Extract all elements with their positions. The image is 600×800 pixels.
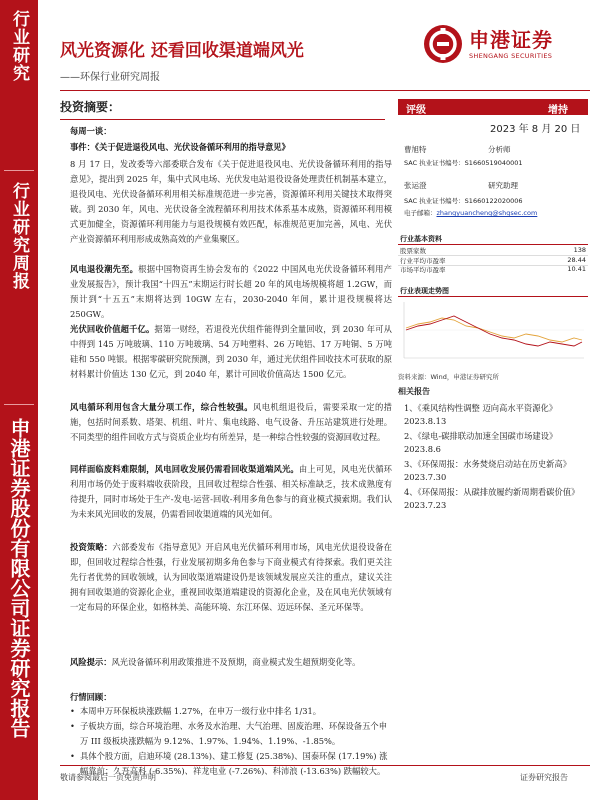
basics-title: 行业基本资料 xyxy=(400,235,442,243)
sidebar-bottom-text: 申港证券股份有限公司证券研究报告 xyxy=(7,418,31,738)
paragraph-6-body: 六部委发布《指导意见》开启风电光伏循环利用市场，风电光伏退役设备在即，但回收过程综合性强，行业发展初期多角色参与下商业模式有待探索。我们更关注先行者优势的回收领域，认为回收渠道端建设仍是该领域发展应关注的重点，建议关注拥有回收渠道的资源化企业，重视回收渠道端建设的资源化企业，及在风电光伏领域有一定布局的环保企业，如格林美、高能环境、东江环保、迈远环保、圣元环保等。 xyxy=(70,542,392,612)
review-item: • 本周申万环保板块涨跌幅 1.27%，在申万一级行业中排名 1/31。 xyxy=(70,704,392,719)
analyst1-name: 曹旭特 xyxy=(404,145,427,154)
paragraph-3-lead: 光伏回收价值超千亿。 xyxy=(70,324,155,334)
review-list xyxy=(70,704,392,779)
related-report-link[interactable]: 2、《绿电-碳排联动加速全国碳市场建设》2023.8.6 xyxy=(404,431,558,454)
event-label: 事件： xyxy=(70,142,95,152)
analyst2-email-link[interactable]: zhangyuancheng@shgsec.com xyxy=(436,209,538,217)
sidebar-middle-text: 行业研究周报 xyxy=(9,182,29,290)
analyst2-name: 张运澄 xyxy=(404,181,427,190)
analyst1-cert: SAC 执业证书编号：S1660519040001 xyxy=(404,159,523,167)
chart-source: 资料来源：Wind，申港证券研究所 xyxy=(398,373,499,381)
stat-label: 市场平均市盈率 xyxy=(400,266,446,274)
related-report-link[interactable]: 3、《环保周报：水务焚烧启动站在历史新高》2023.7.30 xyxy=(404,459,572,482)
stat-value: 10.41 xyxy=(567,265,586,273)
paragraph-5-body: 由上可见，风电光伏循环利用市场仍处于废料端收获阶段，且回收过程综合性强、相关标准缺乏，技术成熟度有待提升，同时市场处于生产-发电-运营-回收-利用多角色参与的商业模式摸索期。我们认为未来风光回收的发展，仍需看回收渠道端的风光如何。 xyxy=(70,464,392,519)
paragraph-7 xyxy=(70,655,392,670)
stat-label: 行业平均市盈率 xyxy=(400,257,446,265)
rating-bar xyxy=(398,99,588,115)
sidebar-divider xyxy=(4,170,34,171)
header-divider xyxy=(60,90,590,91)
paragraph-5-lead: 同样面临废料难限制，风电回收发展仍需看回收渠道端风光。 xyxy=(70,464,299,474)
weekly-label: 每周一谈： xyxy=(70,126,112,136)
stat-label: 股票家数 xyxy=(400,247,426,255)
report-date: 2023 年 8 月 20 日 xyxy=(490,124,581,135)
rating-label: 评级 xyxy=(406,105,426,116)
abstract-section xyxy=(60,98,395,120)
analyst2-role: 研究助理 xyxy=(488,181,518,190)
logo-emblem-icon xyxy=(423,24,463,64)
review-heading: 行情回顾： xyxy=(70,692,112,702)
related-title: 相关报告 xyxy=(398,386,430,396)
paragraph-7-body: 风光设备循环利用政策推进不及预期，商业模式发生超预期变化等。 xyxy=(111,657,361,667)
company-logo xyxy=(423,22,583,66)
paragraph-1: 8 月 17 日，发改委等六部委联合发布《关于促进退役风电、光伏设备循环利用的指导意见》，提出到 2025 年，集中式风电场、光伏发电站退役设备处理责任机制基本建立，退役风电、光伏设备循环利用相关标准规范进一步完善，资源循环利用关键技术取得突破。到 2030 年，风电、光伏设备全流程循环利用技术体系基本成熟，资源循环利用模式更加健全，资源循环利用能力与退役规模有效匹配，标准规范更加完善，风电、光伏产业资源循环利用形成成熟高效的产业集聚区。 xyxy=(70,159,392,244)
paragraph-2-lead: 风电退役潮先至。 xyxy=(70,264,139,274)
paragraph-5 xyxy=(70,462,392,522)
review-item: • 子板块方面，综合环境治理、水务及水治理、大气治理、固废治理、环保设备五个申万 III 级板块涨跌幅为 9.12%、1.97%、1.94%、1.19%、-1.85%。 xyxy=(70,719,392,749)
footer-label: 证券研究报告 xyxy=(520,773,568,782)
logo-text-en: SHENGANG SECURITIES xyxy=(469,52,553,60)
industry-trend-chart xyxy=(398,298,588,364)
rating-value: 增持 xyxy=(548,105,568,116)
paragraph-3 xyxy=(70,322,392,382)
related-report-link[interactable]: 4、《环保周报：从碳排放履约新周期看碳价值》2023.7.23 xyxy=(404,487,580,510)
paragraph-6 xyxy=(70,540,392,615)
trend-title: 行业表现走势图 xyxy=(400,287,449,295)
sidebar-divider xyxy=(4,404,34,405)
stat-row xyxy=(400,246,586,255)
basics-divider xyxy=(398,244,588,245)
paragraph-4-lead: 风电循环利用包含大量分项工作，综合性较强。 xyxy=(70,402,253,412)
event-line xyxy=(70,140,390,155)
analyst2-cert: SAC 执业证书编号：S1660122020006 xyxy=(404,197,523,205)
page-title: 风光资源化 还看回收渠道端风光 xyxy=(60,41,304,61)
paragraph-3-body: 据第一财经，若退役光伏组件能得到全量回收，到 2030 年可从中得到 145 万吨玻璃、110 万吨玻璃、54 万吨塑料、26 万吨铝、17 万吨铜、5 万吨硅和 550 吨银。根据零碳研究院预测，到 2030 年，通过光伏组件回收技术可获取的原材料累计价值达 130 亿元，到 2040 年，累计可回收价值高达 1500 亿元。 xyxy=(70,324,392,379)
email-label: 电子邮箱： xyxy=(404,209,437,217)
paragraph-6-lead: 投资策略： xyxy=(70,542,113,552)
sidebar-top-text: 行业研究 xyxy=(9,10,29,82)
stat-row xyxy=(400,265,586,274)
stat-row xyxy=(400,256,586,265)
footer-divider xyxy=(60,765,590,766)
paragraph-7-lead: 风险提示： xyxy=(70,657,112,667)
review-item: • 具体个股方面，启迪环境 (28.13%)、建工修复 (25.38%)、国泰环保 (17.19%) 涨幅靠前；久吾高科 (-6.35%)、祥龙电业 (-7.26%)、科沛浪 (-13.63%) 跌幅较大。 xyxy=(70,749,392,779)
paragraph-2-body: 根据中国物资再生协会发布的《2022 中国风电光伏设备循环利用产业发展报告》，预计我国“十四五”末期运行时长超 20 年的风电场规模将超 1.2GW，而预计到“十五五”末期将达到 10GW 左右，2030-2040 年间，累计退役规模将达 250GW。 xyxy=(70,264,392,319)
abstract-heading: 投资摘要： xyxy=(60,98,385,120)
trend-divider xyxy=(398,296,588,297)
event-text: 《关于促进退役风电、光伏设备循环利用的指导意见》 xyxy=(94,142,290,152)
footer-disclaimer: 敬请参阅最后一页免责声明 xyxy=(60,773,156,782)
related-reports xyxy=(404,402,586,514)
stat-value: 138 xyxy=(573,246,586,254)
related-report-link[interactable]: 1、《乘风结构性调整 迈向高水平资源化》2023.8.13 xyxy=(404,403,558,426)
page-subtitle: ——环保行业研究周报 xyxy=(60,72,160,83)
analyst1-role: 分析师 xyxy=(488,145,511,154)
stat-value: 28.44 xyxy=(567,256,586,264)
analyst2-email-row xyxy=(404,208,537,217)
logo-text-cn: 申港证券 xyxy=(469,28,553,52)
paragraph-2 xyxy=(70,262,392,322)
paragraph-4 xyxy=(70,400,392,445)
paragraph-4-body: 风电机组退役后，需要采取一定的措施，包括时间系数、塔架、机组、叶片、集电线路、电气设备、升压站建筑进行处理。不同类型的组件回收方式与资质企业均有所差异，是一种综合性较强的资源回收过程。 xyxy=(70,402,392,442)
